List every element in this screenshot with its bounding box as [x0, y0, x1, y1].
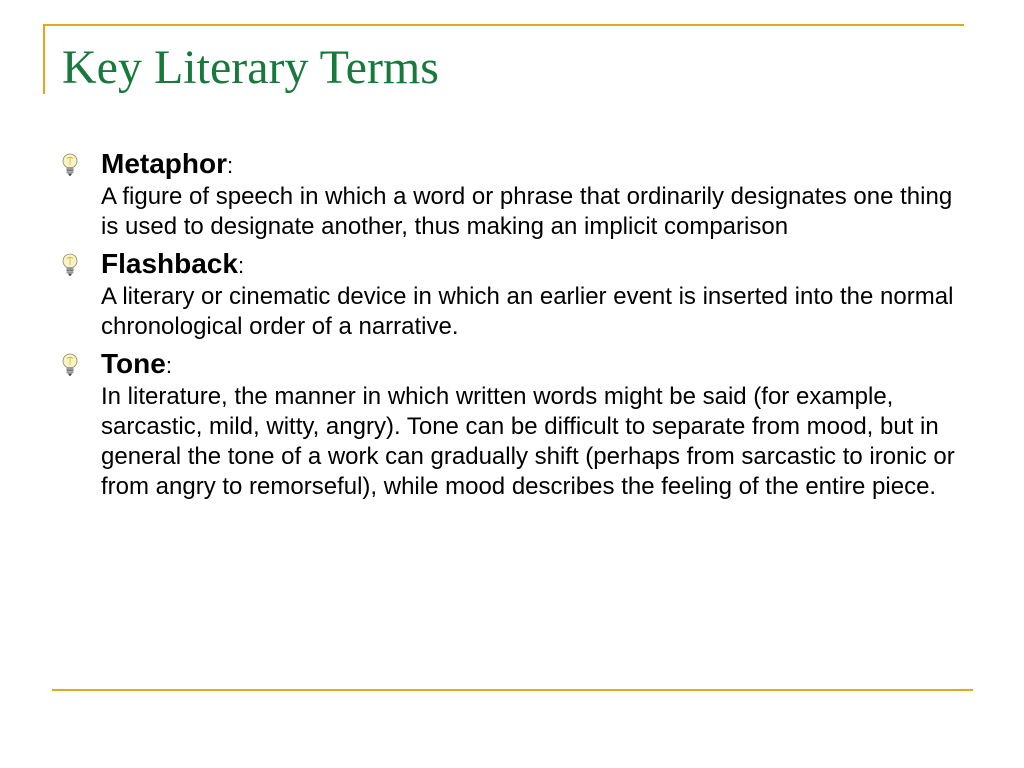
term-separator: : — [237, 253, 245, 278]
term-definition: In literature, the manner in which written words might be said (for example, sarcastic, mild, witty, angry). Tone can be difficult to separate from mood, but in general the tone of a work can gradually shift (perhaps from sarcastic to ironic or from angry to remorseful), while mood describes the feeling of the entire piece. — [101, 383, 955, 500]
term-heading — [101, 148, 965, 182]
term-heading — [101, 348, 965, 382]
frame-bottom-line — [52, 689, 973, 691]
frame-left-line — [43, 24, 45, 94]
lightbulb-icon — [60, 353, 80, 377]
term-item — [60, 248, 965, 342]
frame-top-line — [43, 24, 964, 26]
term-item — [60, 348, 965, 502]
term-name: Flashback — [101, 248, 238, 279]
term-separator: : — [227, 153, 234, 178]
term-item — [60, 148, 965, 242]
term-definition: A figure of speech in which a word or phrase that ordinarily designates one thing is used to designate another, thus making an implicit comparison — [101, 183, 953, 240]
terms-list — [60, 148, 965, 508]
lightbulb-icon — [60, 253, 80, 277]
term-heading — [101, 248, 965, 282]
term-separator: : — [165, 353, 172, 378]
term-definition: A literary or cinematic device in which an earlier event is inserted into the normal chronological order of a narrative. — [101, 283, 954, 340]
slide-title: Key Literary Terms — [62, 41, 439, 94]
lightbulb-icon — [60, 153, 80, 177]
term-name: Metaphor — [101, 148, 227, 179]
term-name: Tone — [101, 348, 166, 379]
